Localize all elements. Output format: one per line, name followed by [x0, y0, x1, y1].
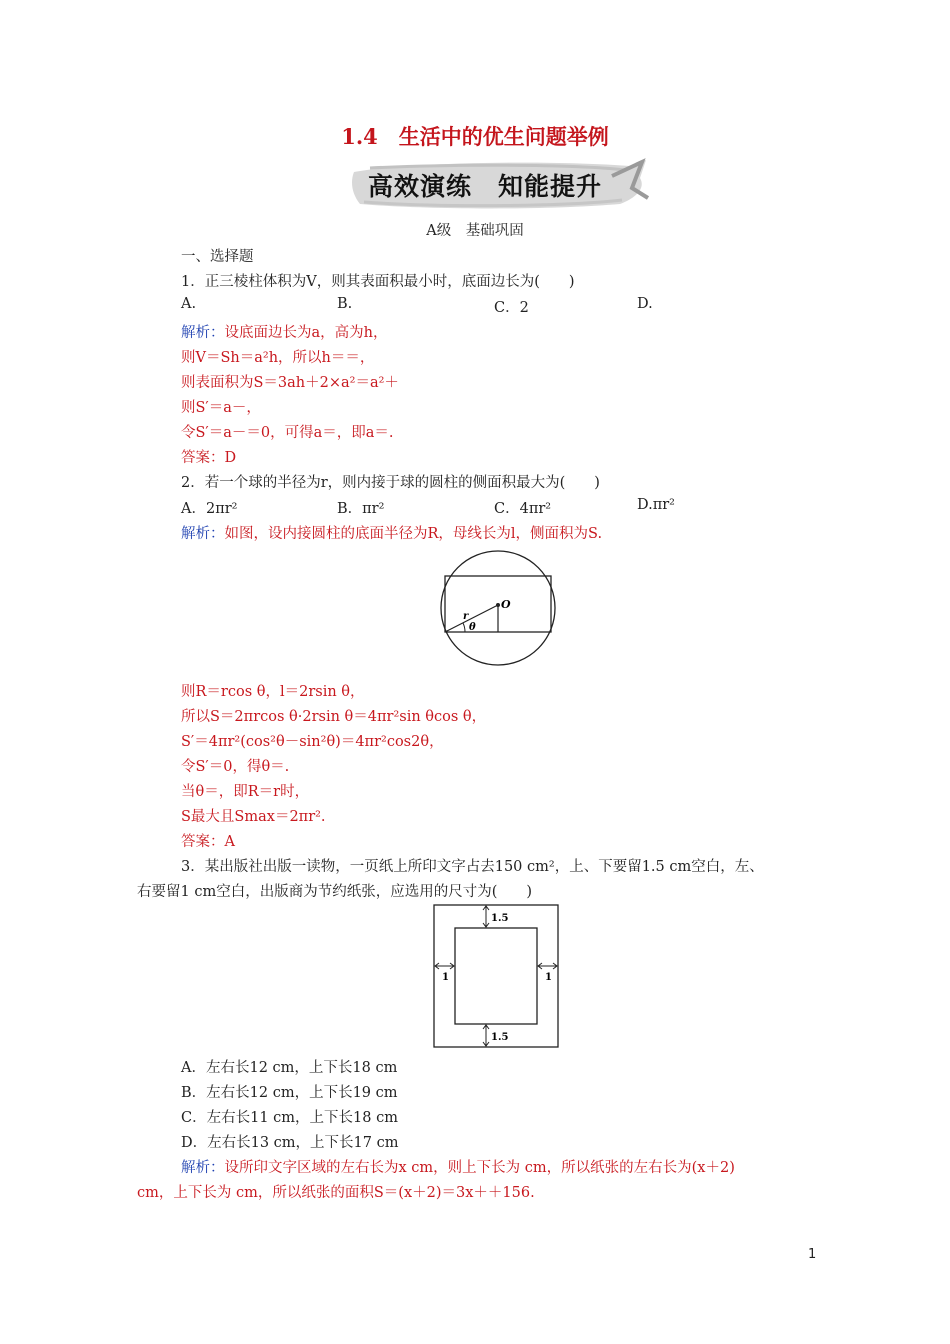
q2-analysis-label: 解析： [181, 526, 225, 542]
radius-label: r [463, 611, 469, 622]
q1-analysis-line-5: 令S′＝a－＝0，可得a＝，即a＝. [181, 425, 394, 441]
left-label: 1 [442, 972, 449, 983]
q2-option-b: B．πr² [337, 501, 385, 517]
q2-line-5: 当θ＝，即R＝r时， [181, 784, 310, 800]
angle-arc [463, 623, 465, 632]
center-label: O [501, 598, 511, 611]
q3-analysis-line-1: 解析：设所印文字区域的左右长为x cm，则上下长为 cm，所以纸张的左右长为(x＋2) [181, 1160, 735, 1176]
q2-line-3: S′＝4πr²(cos²θ－sin²θ)＝4πr²cos2θ， [181, 734, 444, 750]
q3-analysis-line-2: cm，上下长为 cm，所以纸张的面积S＝(x＋2)＝3x＋＋156. [137, 1185, 535, 1201]
page-number: 1 [808, 1247, 817, 1262]
top-label: 1.5 [491, 913, 509, 924]
q2-line-2: 所以S＝2πrcos θ·2rsin θ＝4πr²sin θcos θ， [181, 709, 487, 725]
center-point [496, 603, 500, 607]
q2-line-1: 则R＝rcos θ，l＝2rsin θ， [181, 684, 365, 700]
q1-option-d: D. [637, 296, 653, 312]
q2-answer: 答案：A [181, 834, 235, 850]
q3-option-d: D．左右长13 cm，上下长17 cm [181, 1135, 399, 1151]
angle-label: θ [469, 622, 476, 633]
section-banner [350, 158, 650, 212]
q1-option-b: B. [337, 296, 353, 312]
q3-stem-line-1: 3．某出版社出版一读物，一页纸上所印文字占去150 cm²，上、下要留1.5 cm空白，左、 [181, 859, 764, 875]
banner-text: 高效演练 知能提升 [368, 172, 603, 201]
q3-option-c: C．左右长11 cm，上下长18 cm [181, 1110, 398, 1126]
q1-answer: 答案：D [181, 450, 237, 466]
q1-option-c: C．2 [494, 300, 529, 316]
q2-line-4: 令S′＝0，得θ＝. [181, 759, 290, 775]
q1-analysis-line-1: 解析：设底面边长为a，高为h， [181, 325, 388, 341]
paper-outline [434, 905, 558, 1047]
q1-analysis-line-3: 则表面积为S＝3ah＋2×a²＝a²＋ [181, 375, 399, 391]
page-title: 1.4 生活中的优生问题举例 [341, 124, 609, 149]
sphere-cylinder-figure [435, 550, 561, 670]
q2-option-c: C．4πr² [494, 501, 552, 517]
q2-option-a: A．2πr² [181, 501, 238, 517]
q3-analysis-label: 解析： [181, 1160, 225, 1176]
q1-analysis-line-4: 则S′＝a－， [181, 400, 261, 416]
q2-option-d: D.πr² [637, 497, 675, 513]
q2-line-6: S最大且Smax＝2πr². [181, 809, 326, 825]
q1-analysis-label: 解析： [181, 325, 225, 341]
right-label: 1 [545, 972, 552, 983]
section-heading: 一、选择题 [181, 249, 254, 265]
bottom-label: 1.5 [491, 1032, 509, 1043]
text-area [455, 928, 537, 1024]
q2-stem: 2．若一个球的半径为r，则内接于球的圆柱的侧面积最大为( ) [181, 475, 600, 491]
q3-option-a: A．左右长12 cm，上下长18 cm [181, 1060, 398, 1076]
q1-analysis-line-2: 则V＝Sh＝a²h，所以h＝＝， [181, 350, 375, 366]
page-margin-figure [433, 904, 559, 1048]
q1-option-a: A. [181, 296, 197, 312]
level-heading: A级 基础巩固 [426, 223, 524, 239]
q1-stem: 1．正三棱柱体积为V，则其表面积最小时，底面边长为( ) [181, 274, 575, 290]
q2-analysis-intro: 解析：如图，设内接圆柱的底面半径为R，母线长为l，侧面积为S. [181, 526, 603, 542]
q3-option-b: B．左右长12 cm，上下长19 cm [181, 1085, 398, 1101]
q3-stem-line-2: 右要留1 cm空白，出版商为节约纸张，应选用的尺寸为( ) [137, 884, 533, 900]
